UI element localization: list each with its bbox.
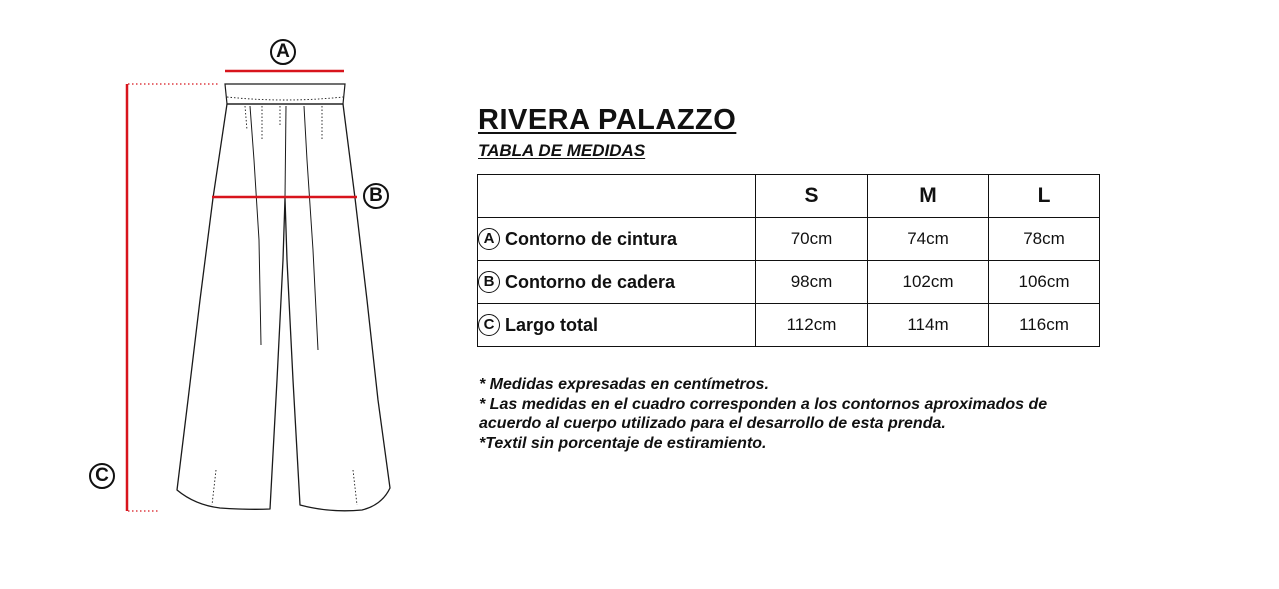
marker-c-label: C	[89, 463, 115, 489]
left-dart	[245, 106, 247, 130]
garment-illustration	[0, 0, 460, 589]
value-hip-l: 106cm	[989, 261, 1100, 304]
row-label-text: Contorno de cadera	[505, 271, 676, 292]
value-length-s: 112cm	[756, 304, 868, 347]
left-pleat	[250, 106, 261, 345]
row-marker-a: A	[478, 228, 500, 250]
row-label-hip	[478, 261, 756, 304]
value-waist-l: 78cm	[989, 218, 1100, 261]
value-hip-m: 102cm	[868, 261, 989, 304]
waistband-stitch	[227, 97, 343, 100]
waistband	[225, 84, 345, 104]
value-waist-s: 70cm	[756, 218, 868, 261]
size-header-l: L	[989, 175, 1100, 218]
product-title: RIVERA PALAZZO	[478, 104, 737, 136]
row-label-text: Contorno de cintura	[505, 228, 677, 249]
note-approximate: * Las medidas en el cuadro corresponden a los contornos aproximados de acuerdo al cuerpo utilizado para el desarrollo de esta prenda.	[479, 395, 1048, 432]
marker-a-label: A	[270, 39, 296, 65]
right-pleat	[304, 106, 318, 350]
table-row	[478, 218, 1100, 261]
empty-header-cell	[478, 175, 756, 218]
value-hip-s: 98cm	[756, 261, 868, 304]
size-header-m: M	[868, 175, 989, 218]
table-row	[478, 304, 1100, 347]
row-marker-b: B	[478, 271, 500, 293]
size-header-row	[478, 175, 1100, 218]
row-label-text: Largo total	[505, 314, 598, 335]
palazzo-pants-drawing	[0, 0, 460, 589]
measurement-notes	[479, 375, 1059, 453]
right-hem-detail	[353, 470, 357, 505]
center-seam	[285, 106, 286, 198]
left-hem-detail	[212, 470, 216, 505]
marker-b-label: B	[363, 183, 389, 209]
note-units: * Medidas expresadas en centímetros.	[479, 376, 769, 393]
value-waist-m: 74cm	[868, 218, 989, 261]
table-row	[478, 261, 1100, 304]
row-label-waist	[478, 218, 756, 261]
size-header-s: S	[756, 175, 868, 218]
size-table	[477, 174, 1100, 347]
row-marker-c: C	[478, 314, 500, 336]
table-subtitle: TABLA DE MEDIDAS	[478, 141, 646, 160]
value-length-l: 116cm	[989, 304, 1100, 347]
note-stretch: *Textil sin porcentaje de estiramiento.	[479, 434, 767, 452]
value-length-m: 114m	[868, 304, 989, 347]
pants-outline	[177, 104, 390, 511]
row-label-length	[478, 304, 756, 347]
